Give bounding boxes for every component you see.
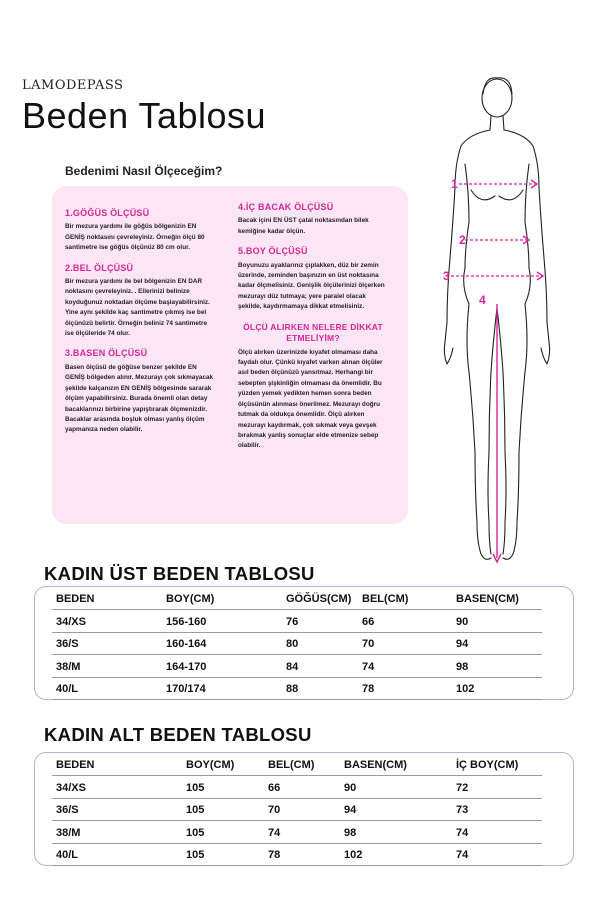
table-row bbox=[52, 633, 542, 655]
table-row bbox=[52, 844, 542, 866]
table-cell: 66 bbox=[362, 615, 375, 628]
table-cell: 72 bbox=[456, 781, 469, 794]
table-cell: 90 bbox=[344, 781, 357, 794]
page-title: Beden Tablosu bbox=[22, 95, 267, 136]
table-row bbox=[52, 822, 542, 844]
table-cell: 102 bbox=[456, 683, 475, 695]
table-cell: 70 bbox=[268, 804, 281, 816]
table-cell: 38/M bbox=[56, 660, 81, 673]
table-header-cell: BOY(CM) bbox=[166, 593, 215, 605]
section-chest-heading: 1.GÖĞÜS ÖLÇÜSÜ bbox=[65, 208, 150, 218]
table-cell: 98 bbox=[456, 660, 469, 673]
section-height-text: Boyunuzu ayaklarınız çıplakken, düz bir zemin üzerinde, zeminden başınızın en üst noktasına kadar ölçmelisiniz. Genişlik ölçülerinizi ölçerken mezurayı düz tutmaya; yere paralel olacak şekilde, kaydırmamaya dikkat etmelisiniz. bbox=[238, 261, 385, 311]
table-cell: 98 bbox=[344, 826, 357, 839]
section-waist bbox=[65, 263, 215, 340]
table-cell: 94 bbox=[344, 804, 357, 816]
table-cell: 88 bbox=[286, 683, 299, 695]
table-cell: 70 bbox=[362, 638, 375, 650]
info-column-left bbox=[65, 208, 215, 445]
table-cell: 40/L bbox=[56, 849, 79, 861]
table-header-cell: BASEN(CM) bbox=[344, 759, 407, 771]
table-row bbox=[52, 678, 542, 700]
table-cell: 66 bbox=[268, 781, 281, 794]
table-cell: 90 bbox=[456, 615, 469, 628]
section-inseam bbox=[238, 202, 388, 237]
table-header-cell: İÇ BOY(CM) bbox=[456, 759, 519, 771]
table-cell: 156-160 bbox=[166, 615, 207, 628]
brand-logo-text: LAMODEPASS bbox=[22, 78, 124, 93]
table-cell: 36/S bbox=[56, 638, 79, 650]
table-header-cell: BOY(CM) bbox=[186, 759, 235, 771]
section-waist-heading: 2.BEL ÖLÇÜSÜ bbox=[65, 262, 134, 273]
table-row bbox=[52, 777, 542, 799]
table-cell: 40/L bbox=[56, 683, 79, 695]
section-hip bbox=[65, 348, 215, 435]
table-header-row bbox=[52, 754, 542, 776]
figure-label-4: 4 bbox=[479, 293, 486, 307]
table-cell: 164-170 bbox=[166, 660, 207, 673]
table-header-cell: BEL(CM) bbox=[362, 593, 409, 605]
table-cell: 94 bbox=[456, 638, 469, 650]
table-cell: 38/M bbox=[56, 826, 81, 839]
table-header-cell: BEDEN bbox=[56, 593, 95, 605]
table-header-row bbox=[52, 588, 542, 610]
table-row bbox=[52, 656, 542, 678]
upper-table-title: KADIN ÜST BEDEN TABLOSU bbox=[44, 563, 315, 584]
section-inseam-heading: 4.İÇ BACAK ÖLÇÜSÜ bbox=[238, 202, 334, 212]
table-cell: 74 bbox=[456, 849, 469, 861]
table-cell: 73 bbox=[456, 804, 469, 816]
table-cell: 105 bbox=[186, 849, 205, 861]
table-cell: 34/XS bbox=[56, 781, 86, 794]
table-cell: 84 bbox=[286, 660, 299, 673]
table-header-cell: GÖĞÜS(CM) bbox=[286, 593, 352, 605]
table-cell: 105 bbox=[186, 804, 205, 816]
table-header-cell: BEDEN bbox=[56, 759, 95, 771]
section-chest-text: Bir mezura yardımı ile göğüs bölgenizin EN GENİŞ noktasını çevreleyiniz. Örneğin ölçü 80 santimetre ise göğüs ölçünüz 80 cm olur. bbox=[65, 223, 205, 252]
section-inseam-text: Bacak içini EN ÜST çatal noktasından bilek kemiğine kadar ölçün. bbox=[238, 217, 369, 235]
table-cell: 160-164 bbox=[166, 638, 207, 650]
section-warning-heading: ÖLÇÜ ALIRKEN NELERE DİKKAT ETMELİYİM? bbox=[243, 321, 383, 343]
table-cell: 78 bbox=[268, 849, 281, 861]
table-cell: 102 bbox=[344, 849, 363, 861]
table-cell: 105 bbox=[186, 781, 205, 794]
lower-table-title: KADIN ALT BEDEN TABLOSU bbox=[44, 724, 312, 745]
section-waist-text: Bir mezura yardımı ile bel bölgenizin EN DAR noktasını çevreleyiniz. . Ellerinizi belinize koyduğunuz noktadan ölçüme başlayabilirsiniz. Yine aynı şekilde kaç santimetre çıkmış ise bel ölçünüzü belirtir. Örneğin beliniz 74 santimetre ise ölçüleride 74 olur. bbox=[65, 278, 210, 338]
table-cell: 170/174 bbox=[166, 683, 206, 695]
table-row bbox=[52, 799, 542, 821]
section-height-heading: 5.BOY ÖLÇÜSÜ bbox=[238, 246, 308, 257]
table-cell: 74 bbox=[268, 826, 281, 839]
table-cell: 78 bbox=[362, 683, 375, 695]
table-cell: 76 bbox=[286, 615, 299, 628]
table-cell: 34/XS bbox=[56, 615, 86, 628]
section-warning bbox=[238, 322, 388, 452]
table-cell: 80 bbox=[286, 638, 299, 650]
body-figure-illustration bbox=[425, 72, 585, 572]
info-column-right bbox=[238, 202, 388, 461]
howto-title: Bedenimi Nasıl Ölçeceğim? bbox=[65, 164, 223, 178]
brand-logo bbox=[22, 78, 123, 93]
section-hip-heading: 3.BASEN ÖLÇÜSÜ bbox=[65, 348, 148, 359]
table-cell: 105 bbox=[186, 826, 205, 839]
figure-label-3: 3 bbox=[443, 269, 450, 283]
table-header-cell: BASEN(CM) bbox=[456, 593, 519, 605]
table-row bbox=[52, 611, 542, 633]
section-hip-text: Basen ölçüsü de göğüse benzer şekilde EN GENİŞ bölgeden alınır. Mezurayı çok sıkmayacak şekilde kalçanızın EN GENİŞ bölgesinde sararak ölçüm yapabilirsiniz. Burada önemli olan detay bacaklarınızı birbirine yapıştırarak ölçmenizdir. Bacaklar arasında boşluk olması yanlış ölçüm yapmanıza neden olabilir. bbox=[65, 363, 214, 434]
table-cell: 74 bbox=[362, 660, 375, 673]
table-cell: 74 bbox=[456, 826, 469, 839]
table-cell: 36/S bbox=[56, 804, 79, 816]
figure-label-1: 1 bbox=[451, 177, 458, 191]
section-chest bbox=[65, 208, 215, 254]
figure-label-2: 2 bbox=[459, 233, 466, 247]
section-height bbox=[238, 246, 388, 312]
table-header-cell: BEL(CM) bbox=[268, 759, 315, 771]
section-warning-text: Ölçü alırken üzerinizde kıyafet olmaması daha faydalı olur. Çünkü kıyafet varken alınan ölçüler asıl beden ölçünüzü yansıtmaz. Herhangi bir sebepten şişkinliğin olmaması da önemlidir. Bu yüzden yemek yedikten hemen sonra beden ölçüsünün alınması önerilmez. Mezurayı doğru tutmak da oldukça önemlidir. Ölçü alırken mezurayı kaydırmak, çok sıkmak veya gevşek bırakmak yanlış sonuçlar elde etmenize sebep olabilir. bbox=[238, 348, 383, 450]
